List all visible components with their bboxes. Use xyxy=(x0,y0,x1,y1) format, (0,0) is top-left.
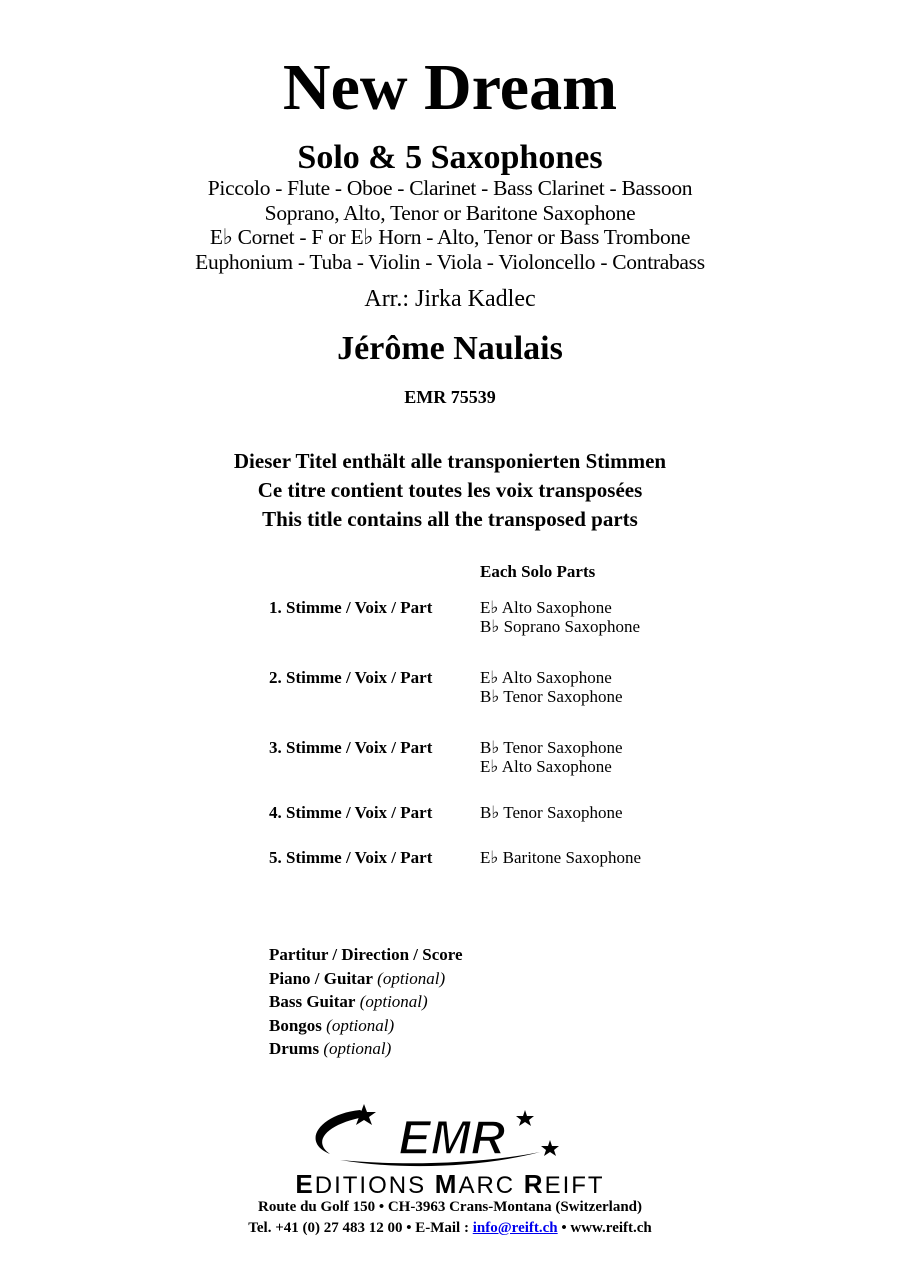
optional-note: (optional) xyxy=(359,992,428,1011)
notice-line: This title contains all the transposed parts xyxy=(262,507,638,531)
part-instrument: E♭ Baritone Saxophone xyxy=(480,848,641,867)
publisher-address: Route du Golf 150 • CH-3963 Crans-Montana (Switzerland) xyxy=(258,1199,642,1215)
publisher-name-rest: DITIONS xyxy=(314,1172,435,1199)
extra-part-name: Bongos xyxy=(269,1015,322,1035)
publisher-web: • www.reift.ch xyxy=(557,1220,652,1236)
publisher-name xyxy=(0,1170,900,1200)
part-instruments xyxy=(480,803,623,822)
page-title: New Dream xyxy=(282,51,618,124)
transposition-notice xyxy=(0,447,900,534)
subtitle: Solo & 5 Saxophones xyxy=(297,139,603,176)
publisher-name-cap: R xyxy=(523,1169,545,1199)
part-instrument: B♭ Soprano Saxophone xyxy=(480,617,641,636)
star-icon xyxy=(516,1110,534,1126)
notice-line: Dieser Titel enthält alle transponierten Stimmen xyxy=(233,449,667,473)
part-instrument: E♭ Alto Saxophone xyxy=(480,757,612,776)
part-instrument: B♭ Tenor Saxophone xyxy=(480,738,623,757)
extra-part xyxy=(269,943,463,967)
instrumentation-line: Piccolo - Flute - Oboe - Clarinet - Bass Clarinet - Bassoon xyxy=(207,176,693,200)
instrumentation-line: Soprano, Alto, Tenor or Baritone Saxophone xyxy=(264,200,636,225)
extra-part-name: Drums xyxy=(269,1039,320,1058)
notice-line: Ce titre contient toutes les voix transposées xyxy=(257,478,643,502)
extra-part-name: Piano / Guitar xyxy=(269,968,373,988)
part-instruments xyxy=(480,598,640,636)
part-label: 4. Stimme / Voix / Part xyxy=(269,803,433,822)
part-label: 2. Stimme / Voix / Part xyxy=(269,668,433,687)
publisher-contact xyxy=(0,1219,900,1238)
part-label: 1. Stimme / Voix / Part xyxy=(269,598,433,617)
extra-part-name: Bass Guitar xyxy=(269,992,356,1011)
extra-part xyxy=(269,967,463,991)
part-instruments xyxy=(480,738,623,776)
logo-letters: EMR xyxy=(398,1112,506,1165)
parts-heading: Each Solo Parts xyxy=(480,562,596,581)
part-instrument: E♭ Alto Saxophone xyxy=(480,598,612,617)
email-link[interactable]: info@reift.ch xyxy=(472,1220,558,1236)
extra-part xyxy=(269,1014,463,1038)
part-instrument: B♭ Tenor Saxophone xyxy=(480,687,623,706)
extra-part xyxy=(269,990,463,1014)
part-label: 5. Stimme / Voix / Part xyxy=(269,848,433,867)
optional-note: (optional) xyxy=(323,1039,392,1058)
publisher-name-rest: ARC xyxy=(458,1172,524,1199)
part-instrument: E♭ Alto Saxophone xyxy=(480,668,612,687)
publisher-name-cap: M xyxy=(434,1169,459,1199)
extra-part xyxy=(269,1037,463,1061)
catalog-number: EMR 75539 xyxy=(404,387,496,407)
star-icon xyxy=(541,1140,559,1156)
emr-logo xyxy=(300,1102,570,1172)
part-instrument: B♭ Tenor Saxophone xyxy=(480,803,623,822)
part-instruments xyxy=(480,668,623,706)
part-instruments xyxy=(480,848,641,867)
publisher-tel: Tel. +41 (0) 27 483 12 00 • E-Mail : xyxy=(248,1220,473,1236)
instrumentation-line: Euphonium - Tuba - Violin - Viola - Violoncello - Contrabass xyxy=(195,249,705,274)
instrumentation-line: E♭ Cornet - F or E♭ Horn - Alto, Tenor or Bass Trombone xyxy=(209,225,691,250)
part-label: 3. Stimme / Voix / Part xyxy=(269,738,433,757)
additional-parts xyxy=(269,943,463,1061)
star-icon xyxy=(352,1104,376,1125)
optional-note: (optional) xyxy=(326,1015,395,1035)
composer: Jérôme Naulais xyxy=(337,330,563,367)
extra-part-name: Partitur / Direction / Score xyxy=(269,945,463,964)
publisher-name-cap: E xyxy=(295,1169,315,1199)
optional-note: (optional) xyxy=(377,968,446,988)
arranger: Arr.: Jirka Kadlec xyxy=(364,286,536,312)
publisher-name-rest: EIFT xyxy=(544,1172,605,1199)
instrumentation-list xyxy=(0,176,900,274)
